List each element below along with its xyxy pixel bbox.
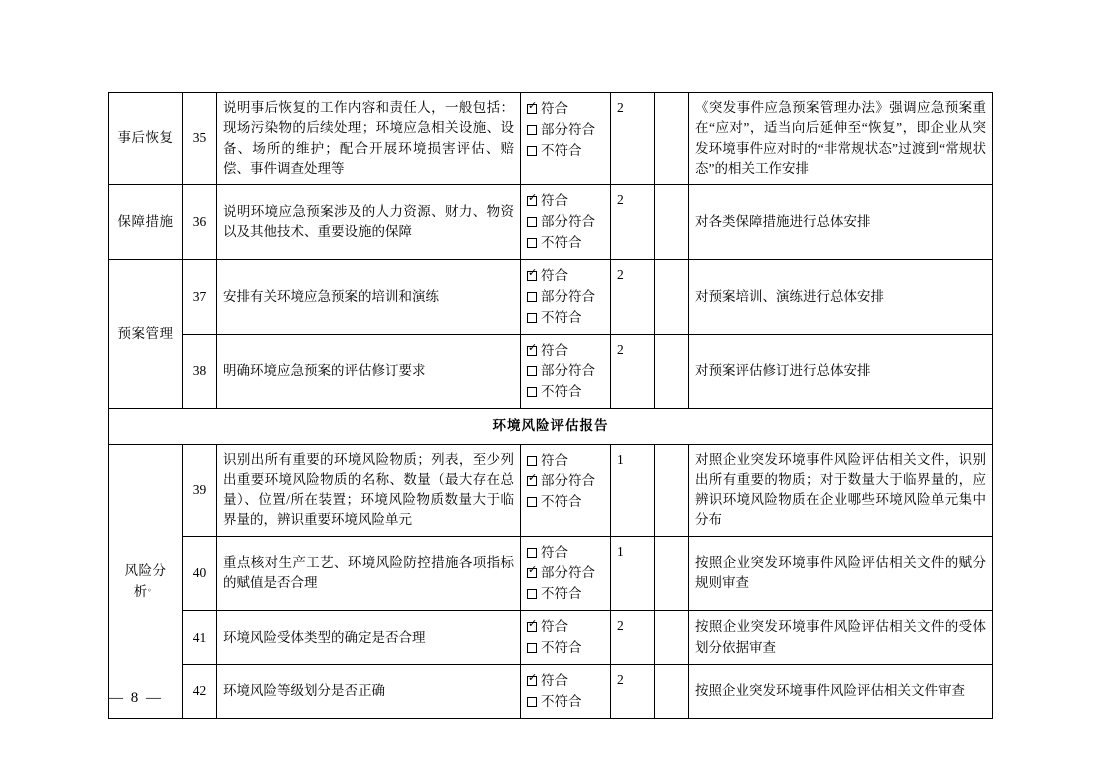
- checkbox-icon[interactable]: [527, 387, 537, 397]
- checkbox-label: 符合: [541, 544, 568, 560]
- checkbox-option[interactable]: [527, 308, 604, 329]
- row-blank: [655, 93, 689, 185]
- checkbox-option[interactable]: [527, 451, 604, 472]
- checkbox-icon[interactable]: [527, 456, 537, 466]
- checkbox-icon[interactable]: [527, 589, 537, 599]
- row-remark: 对照企业突发环境事件风险评估相关文件，识别出所有重要的物质；对于数量大于临界量的，应辨识环境风险物质在企业哪些环境风险单元集中分布: [689, 444, 993, 536]
- row-remark: 按照企业突发环境事件风险评估相关文件审查: [689, 665, 993, 719]
- checkbox-label: 符合: [541, 342, 568, 358]
- row-score: 2: [611, 665, 655, 719]
- checkbox-label: 部分符合: [541, 213, 595, 229]
- checkbox-option[interactable]: [527, 617, 604, 638]
- checklist-table: [108, 92, 993, 719]
- row-description: 说明环境应急预案涉及的人力资源、财力、物资以及其他技术、重要设施的保障: [217, 185, 521, 260]
- checkbox-option[interactable]: [527, 141, 604, 162]
- checkbox-label: 不符合: [541, 234, 582, 250]
- table-row: [109, 334, 993, 409]
- checkbox-option[interactable]: [527, 191, 604, 212]
- checkbox-label: 符合: [541, 101, 568, 116]
- page-number-text: — 8 —: [108, 690, 163, 706]
- table-row: [109, 444, 993, 536]
- row-score: 2: [611, 185, 655, 260]
- section-heading-row: [109, 409, 993, 444]
- row-score: 1: [611, 444, 655, 536]
- checkbox-option[interactable]: [527, 638, 604, 659]
- category-footnote-marker: 。: [147, 582, 158, 593]
- checkbox-label: 符合: [541, 673, 568, 689]
- row-number: 35: [183, 93, 217, 185]
- table-row: [109, 259, 993, 334]
- row-number: 39: [183, 444, 217, 536]
- row-description: 识别出所有重要的环境风险物质；列表，至少列出重要环境风险物质的名称、数量（最大存在总量）、位置/所在装置；环境风险物质数量大于临界量的，辨识重要环境风险单元: [217, 444, 521, 536]
- checkbox-option[interactable]: [527, 287, 604, 308]
- checkbox-icon[interactable]: [527, 366, 537, 376]
- row-remark: 《突发事件应急预案管理办法》强调应急预案重在“应对”，适当向后延伸至“恢复”，即企业从突发环境事件应对时的“非常规状态”过渡到“常规状态”的相关工作安排: [689, 93, 993, 185]
- checkbox-option[interactable]: [527, 341, 604, 362]
- row-blank: [655, 444, 689, 536]
- checkbox-icon[interactable]: [527, 125, 537, 135]
- row-blank: [655, 536, 689, 611]
- checkbox-option[interactable]: [527, 563, 604, 584]
- checkbox-option[interactable]: [527, 382, 604, 403]
- row-checkboxes[interactable]: [521, 444, 611, 536]
- row-remark: 对预案培训、演练进行总体安排: [689, 259, 993, 334]
- checkbox-label: 不符合: [541, 142, 582, 158]
- checkbox-label: 符合: [541, 193, 568, 208]
- row-checkboxes[interactable]: [521, 334, 611, 409]
- checkbox-label: 不符合: [541, 494, 582, 510]
- checkbox-icon[interactable]: [527, 497, 537, 507]
- checkbox-icon[interactable]: [527, 217, 537, 227]
- row-number: 42: [183, 665, 217, 719]
- row-blank: [655, 334, 689, 409]
- checkbox-icon[interactable]: [527, 271, 537, 281]
- row-category: 保障措施: [109, 185, 183, 260]
- row-number: 36: [183, 185, 217, 260]
- checkbox-label: 不符合: [541, 694, 582, 710]
- checkbox-icon[interactable]: [527, 568, 537, 578]
- row-remark: 按照企业突发环境事件风险评估相关文件的受体划分依据审查: [689, 611, 993, 665]
- row-description: 重点核对生产工艺、环境风险防控措施各项指标的赋值是否合理: [217, 536, 521, 611]
- checkbox-icon[interactable]: [527, 622, 537, 632]
- checkbox-label: 部分符合: [541, 121, 595, 137]
- checkbox-icon[interactable]: [527, 104, 537, 114]
- row-blank: [655, 611, 689, 665]
- checkbox-option[interactable]: [527, 584, 604, 605]
- row-score: 2: [611, 334, 655, 409]
- checkbox-option[interactable]: [527, 361, 604, 382]
- row-blank: [655, 185, 689, 260]
- checkbox-label: 不符合: [541, 640, 582, 656]
- checkbox-option[interactable]: [527, 492, 604, 513]
- row-description: 环境风险受体类型的确定是否合理: [217, 611, 521, 665]
- checkbox-label: 不符合: [541, 384, 582, 400]
- checkbox-label: 符合: [541, 619, 568, 635]
- checkbox-label: 符合: [541, 267, 568, 283]
- checkbox-option[interactable]: [527, 266, 604, 287]
- checkbox-label: 不符合: [541, 309, 582, 325]
- row-category: 预案管理: [109, 259, 183, 409]
- row-category: 风险分析。: [109, 444, 183, 718]
- table-row: [109, 611, 993, 665]
- checkbox-label: 符合: [541, 452, 568, 468]
- checkbox-icon[interactable]: [527, 346, 537, 356]
- row-number: 40: [183, 536, 217, 611]
- checkbox-option[interactable]: [527, 212, 604, 233]
- checkbox-icon[interactable]: [527, 676, 537, 686]
- checkbox-option[interactable]: [527, 99, 604, 120]
- row-checkboxes[interactable]: [521, 93, 611, 185]
- checkbox-label: 部分符合: [541, 473, 595, 489]
- page-number: [108, 690, 992, 710]
- row-remark: 按照企业突发环境事件风险评估相关文件的赋分规则审查: [689, 536, 993, 611]
- row-category: 事后恢复: [109, 93, 183, 185]
- row-number: 38: [183, 334, 217, 409]
- checkbox-icon[interactable]: [527, 313, 537, 323]
- checkbox-option[interactable]: [527, 120, 604, 141]
- row-description: 明确环境应急预案的评估修订要求: [217, 334, 521, 409]
- table-row: [109, 185, 993, 260]
- row-checkboxes[interactable]: [521, 185, 611, 260]
- section-heading: 环境风险评估报告: [109, 409, 993, 444]
- checkbox-icon[interactable]: [527, 476, 537, 486]
- row-description: 安排有关环境应急预案的培训和演练: [217, 259, 521, 334]
- checkbox-option[interactable]: [527, 471, 604, 492]
- table-row: [109, 536, 993, 611]
- table-row: [109, 93, 993, 185]
- checkbox-label: 部分符合: [541, 565, 595, 581]
- row-score: 1: [611, 536, 655, 611]
- row-score: 2: [611, 93, 655, 185]
- row-checkboxes[interactable]: [521, 611, 611, 665]
- row-checkboxes[interactable]: [521, 259, 611, 334]
- checkbox-option[interactable]: [527, 543, 604, 564]
- row-description: 说明事后恢复的工作内容和责任人，一般包括：现场污染物的后续处理；环境应急相关设施、设备、场所的维护；配合开展环境损害评估、赔偿、事件调查处理等: [217, 93, 521, 185]
- checkbox-label: 不符合: [541, 586, 582, 602]
- checkbox-option[interactable]: [527, 671, 604, 692]
- checkbox-icon[interactable]: [527, 238, 537, 248]
- row-remark: 对预案评估修订进行总体安排: [689, 334, 993, 409]
- row-score: 2: [611, 611, 655, 665]
- checkbox-icon[interactable]: [527, 146, 537, 156]
- row-number: 41: [183, 611, 217, 665]
- checkbox-icon[interactable]: [527, 292, 537, 302]
- checkbox-label: 部分符合: [541, 363, 595, 379]
- row-score: 2: [611, 259, 655, 334]
- row-checkboxes[interactable]: [521, 536, 611, 611]
- checkbox-icon[interactable]: [527, 643, 537, 653]
- row-number: 37: [183, 259, 217, 334]
- checkbox-icon[interactable]: [527, 196, 537, 206]
- row-blank: [655, 259, 689, 334]
- checkbox-label: 部分符合: [541, 288, 595, 304]
- checkbox-icon[interactable]: [527, 548, 537, 558]
- checkbox-option[interactable]: [527, 233, 604, 254]
- row-remark: 对各类保障措施进行总体安排: [689, 185, 993, 260]
- row-description: 环境风险等级划分是否正确: [217, 665, 521, 719]
